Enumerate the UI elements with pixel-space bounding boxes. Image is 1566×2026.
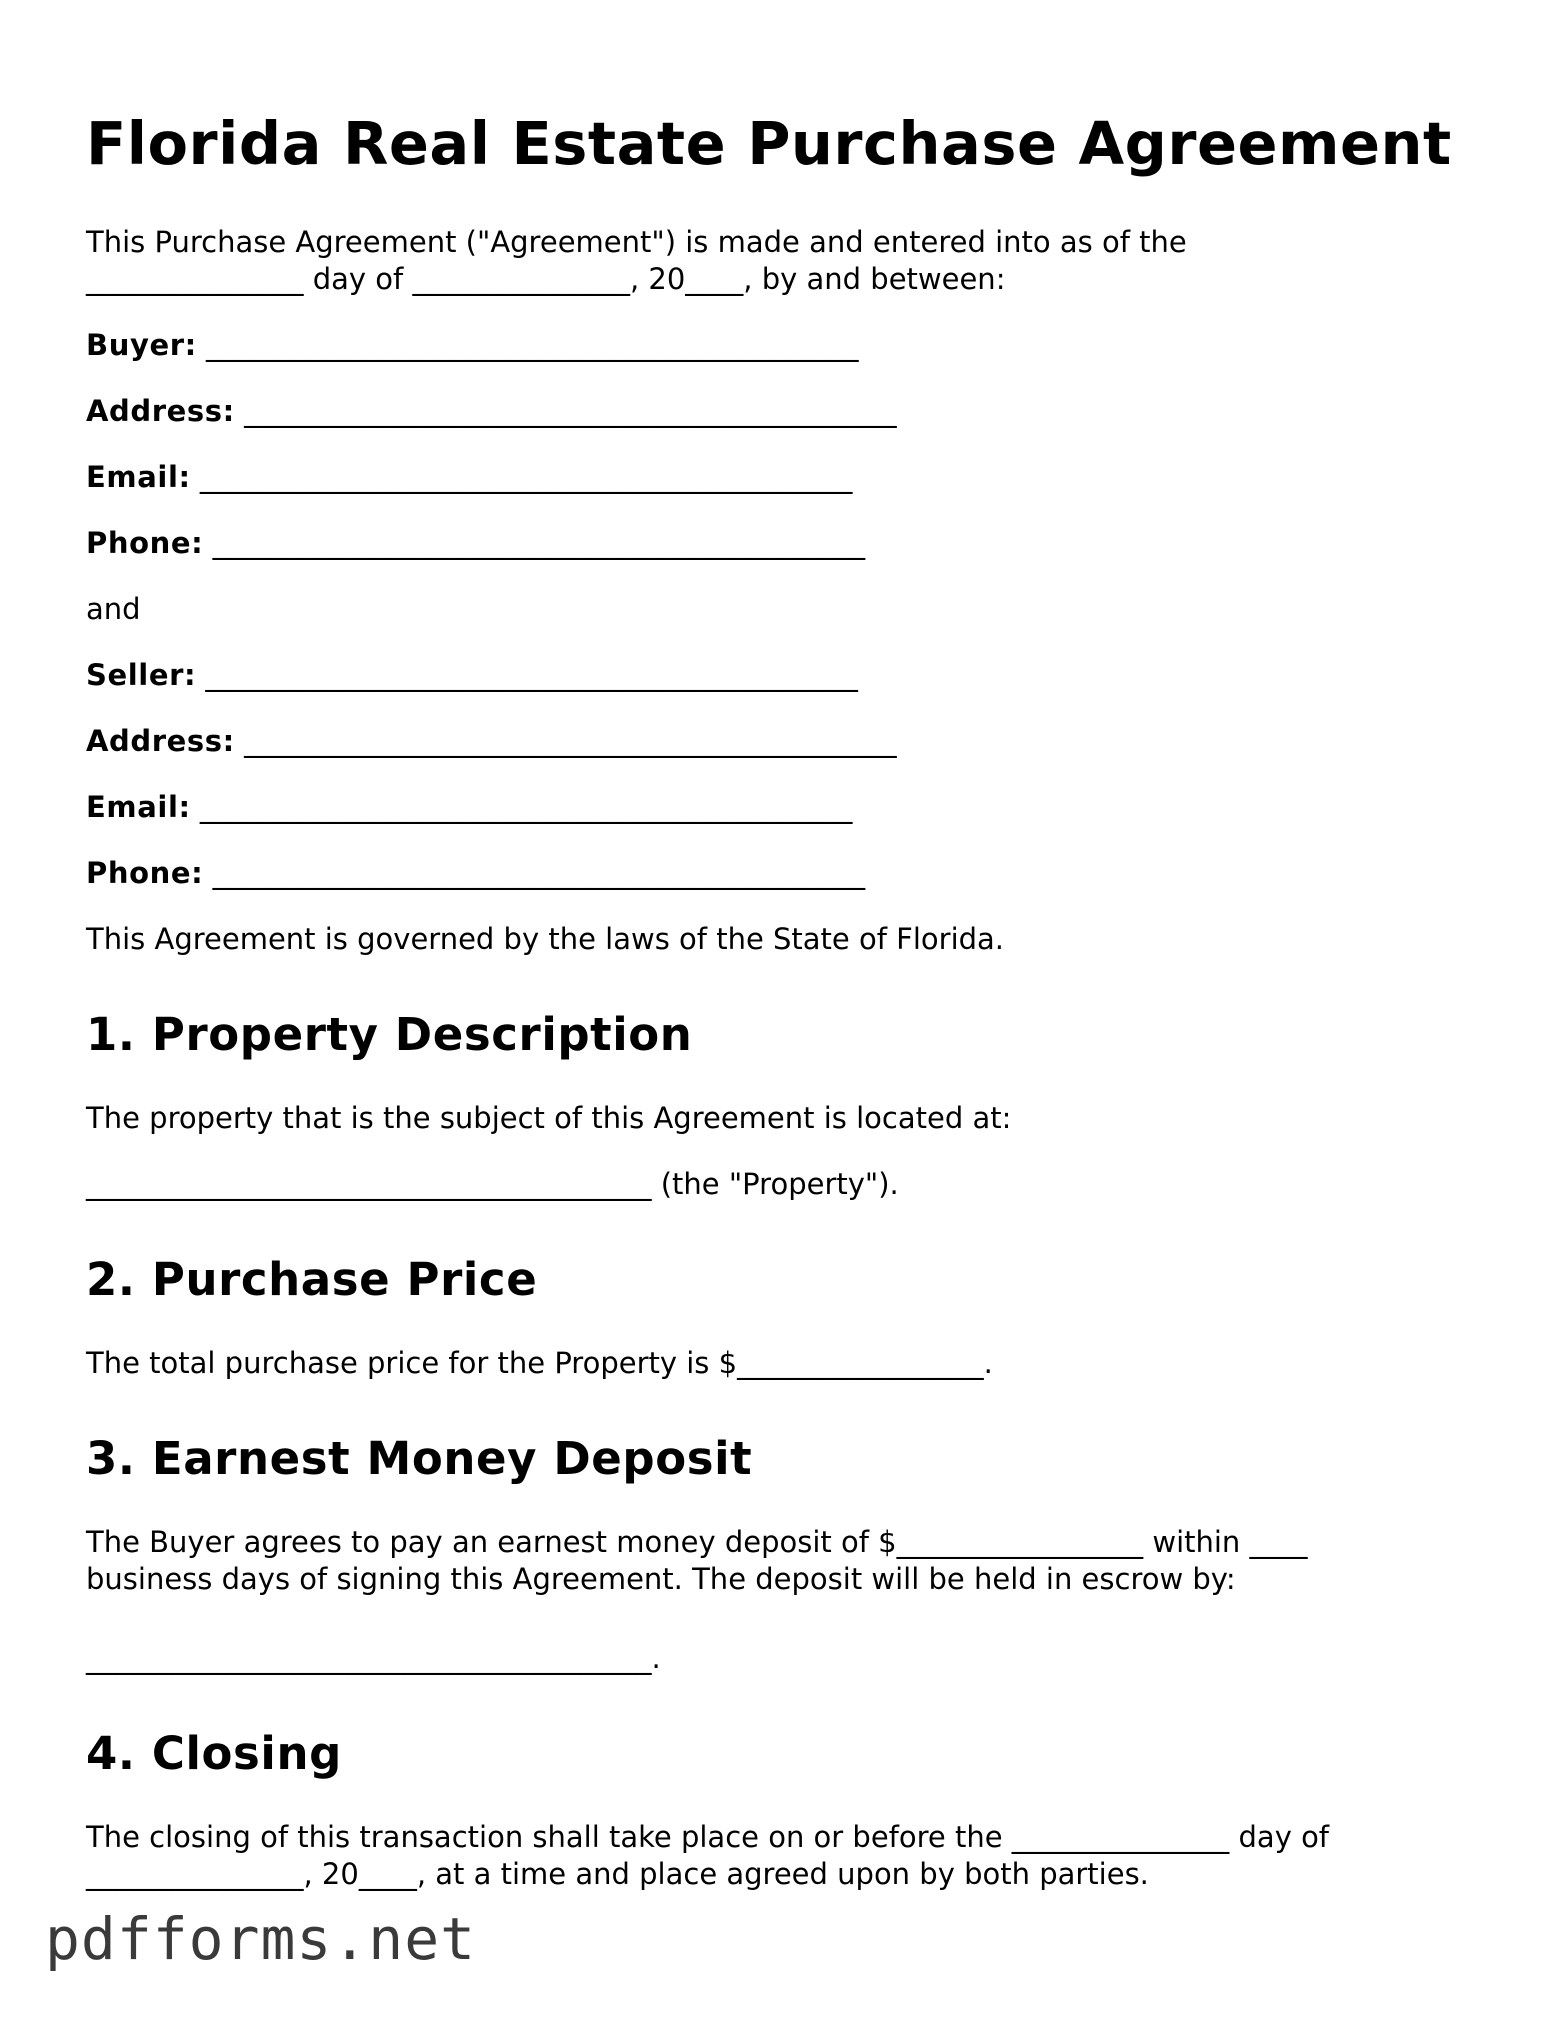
seller-phone-label: Phone: <box>86 856 204 890</box>
intro-line-2: _______________ day of _______________, 20____, by and between: <box>86 262 1006 296</box>
buyer-name-label: Buyer: <box>86 328 197 362</box>
purchase-price-text[interactable]: The total purchase price for the Property is $_________________. <box>86 1346 993 1380</box>
document-page <box>86 108 1466 1893</box>
section-price-heading: 2. Purchase Price <box>86 1253 538 1306</box>
seller-phone-field[interactable] <box>86 855 1466 892</box>
buyer-email-field[interactable] <box>86 459 1466 496</box>
deposit-line-2: business days of signing this Agreement. The deposit will be held in escrow by: <box>86 1562 1236 1596</box>
buyer-phone-field[interactable] <box>86 525 1466 562</box>
seller-phone-blank[interactable]: _____________________________________________ <box>212 856 866 890</box>
buyer-email-label: Email: <box>86 460 191 494</box>
seller-address-label: Address: <box>86 724 235 758</box>
seller-email-blank[interactable]: _____________________________________________ <box>199 790 853 824</box>
deposit-line-1[interactable]: The Buyer agrees to pay an earnest money deposit of $_________________ within ____ <box>86 1525 1308 1559</box>
property-text: The property that is the subject of this Agreement is located at: <box>86 1101 1012 1135</box>
buyer-phone-label: Phone: <box>86 526 204 560</box>
closing-line-1[interactable]: The closing of this transaction shall take place on or before the _______________ day of <box>86 1820 1330 1854</box>
intro-paragraph <box>86 224 1466 298</box>
closing-line-2[interactable]: _______________, 20____, at a time and place agreed upon by both parties. <box>86 1857 1149 1891</box>
buyer-email-blank[interactable]: _____________________________________________ <box>199 460 853 494</box>
seller-email-label: Email: <box>86 790 191 824</box>
intro-line-1: This Purchase Agreement ("Agreement") is made and entered into as of the <box>86 225 1187 259</box>
escrow-agent-line[interactable]: _______________________________________. <box>86 1641 661 1675</box>
seller-email-field[interactable] <box>86 789 1466 826</box>
section-closing-heading: 4. Closing <box>86 1727 342 1780</box>
buyer-address-blank[interactable]: _____________________________________________ <box>244 394 897 428</box>
governing-law-text: This Agreement is governed by the laws of the State of Florida. <box>86 922 1005 956</box>
buyer-name-field[interactable] <box>86 327 1466 364</box>
buyer-name-blank[interactable]: _____________________________________________ <box>206 328 859 362</box>
buyer-address-label: Address: <box>86 394 235 428</box>
section-deposit-heading: 3. Earnest Money Deposit <box>86 1432 753 1485</box>
seller-name-blank[interactable]: _____________________________________________ <box>205 658 858 692</box>
seller-address-field[interactable] <box>86 723 1466 760</box>
and-text: and <box>86 592 141 626</box>
buyer-phone-blank[interactable]: _____________________________________________ <box>212 526 866 560</box>
document-title: Florida Real Estate Purchase Agreement <box>86 109 1452 178</box>
watermark-text: pdfforms.net <box>45 1905 477 1973</box>
buyer-address-field[interactable] <box>86 393 1466 430</box>
section-property-heading: 1. Property Description <box>86 1008 693 1061</box>
seller-name-label: Seller: <box>86 658 197 692</box>
seller-name-field[interactable] <box>86 657 1466 694</box>
seller-address-blank[interactable]: _____________________________________________ <box>244 724 897 758</box>
property-address-line[interactable]: _______________________________________ (the "Property"). <box>86 1167 899 1201</box>
